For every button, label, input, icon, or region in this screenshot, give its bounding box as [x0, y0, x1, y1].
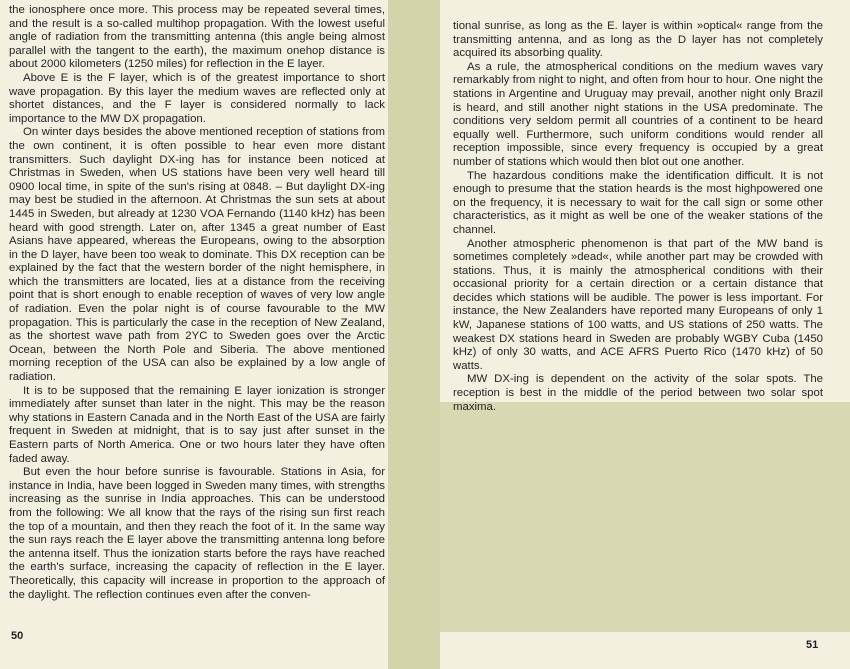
- paragraph: Another atmospheric phenomenon is that part of the MW band is sometimes completely »dead«, while another part may be crowded with stations. Thus, it is mainly the atmospherical conditions with their occasional priority for a certain direction or a certain distance that decides which stations will be audible. The power is less important. For instance, the New Zealanders have reported many Europeans of only 1 kW, Japanese stations of 100 watts, and US stations of 250 watts. The weakest DX stations heard in Sweden are probably WGBY Cuba (1450 kHz) of only 30 watts, and ACE AFRS Puerto Rico (1470 kHz) of 50 watts.: [453, 237, 823, 372]
- paragraph: As a rule, the atmospherical conditions on the medium waves vary remarkably from night to night, and often from hour to hour. One night the stations in Argentine and Uruguay may prevail, another night only Brazil is heard, and still another night stations in the USA predominate. The conditions very seldom permit all countries of a continent to be heard equally well. Furthermore, such uniform conditions would render all reception impossible, since every frequency is occupied by a great number of stations which would then blot out one another.: [453, 60, 823, 168]
- page-number-left: 50: [11, 630, 24, 642]
- book-gutter: [388, 0, 440, 669]
- paragraph: The hazardous conditions make the identification difficult. It is not enough to presume that the station heards is the most highpowered one on the frequency, it is necessary to wait for the call sign or some other characteristics, as it might as well be one of the weaker stations of the channel.: [453, 169, 823, 236]
- page-number-right: 51: [806, 639, 819, 651]
- paragraph: the ionosphere once more. This process may be repeated several times, and the result is a so-called multihop propagation. With the lowest useful angle of radiation from the transmitting antenna (this angle being almost parallel with the tangent to the earth), the maximum onehop distance is about 2000 kilometers (1250 miles) for reflection in the E layer.: [9, 4, 385, 71]
- paragraph: It is to be supposed that the remaining E layer ionization is stronger immediately after sunset than later in the night. This may be the reason why stations in Eastern Canada and in the North East of the USA are fairly frequent in Sweden at midnight, that is to say just after sunset in the Eastern parts of North America. One or two hours later they have often faded away.: [9, 384, 385, 465]
- paragraph: On winter days besides the above mentioned reception of stations from the own continent, it is often possible to hear even more distant transmitters. Such daylight DX-ing has for instance been noticed at Christmas in Sweden, when US stations have been very well heard till 0900 local time, in spite of the sun's rising at 0848. – But daylight DX-ing may best be studied in the afternoon. At Christmas the sun sets at about 1445 in Sweden, but already at 1230 VOA Fernando (1140 kHz) has been heard with good strength. Later on, after 1345 a great number of East Asians have appeared, whereas the Europeans, owing to the absorption in the D layer, have been too weak to dominate. This DX reception can be explained by the fact that the western border of the night hemisphere, in which the transmitters are located, lies at a distance from the receiving point that is short enough to enable reception of waves of very low angle of radiation. Even the polar night is of course favourable to the MW propagation. This is particularly the case in the reception of New Zealand, as the shortest wave path from 2YC to Sweden goes over the Arctic Ocean, between the North Pole and Siberia. The above mentioned morning reception of the USA can also be explained by a low angle of radiation.: [9, 126, 385, 384]
- paragraph: tional sunrise, as long as the E. layer is within »optical« range from the transmitting antenna, and as long as the D layer has not completely acquired its absorbing quality.: [453, 20, 823, 60]
- paragraph: MW DX-ing is dependent on the activity of the solar spots. The reception is best in the middle of the period between two solar spot maxima.: [453, 373, 823, 413]
- right-page-empty-area: [440, 402, 850, 669]
- paragraph: Above E is the F layer, which is of the greatest importance to short wave propagation. By this layer the medium waves are reflected only at shortet distances, and the F layer is considered normally to lack importance to the MW DX propagation.: [9, 71, 385, 125]
- left-page-text: [9, 4, 385, 602]
- right-page-text: [453, 20, 823, 414]
- right-page-footer: [440, 632, 850, 669]
- paragraph: But even the hour before sunrise is favourable. Stations in Asia, for instance in India, have been logged in Sweden many times, with strengths increasing as the sunrise in India approaches. This can be understood from the following: We all know that the rays of the rising sun first reach the top of a mountain, and then they reach the foot of it. In the same way the sun rays reach the E layer above the transmitting antenna long before the antenna itself. Thus the ionization starts before the rays have reached the earth's surface, increasing the capacity of reflection in the E layer. Theoretically, this capacity will increase in proportion to the approach of the daylight. The reflection continues even after the conven-: [9, 466, 385, 601]
